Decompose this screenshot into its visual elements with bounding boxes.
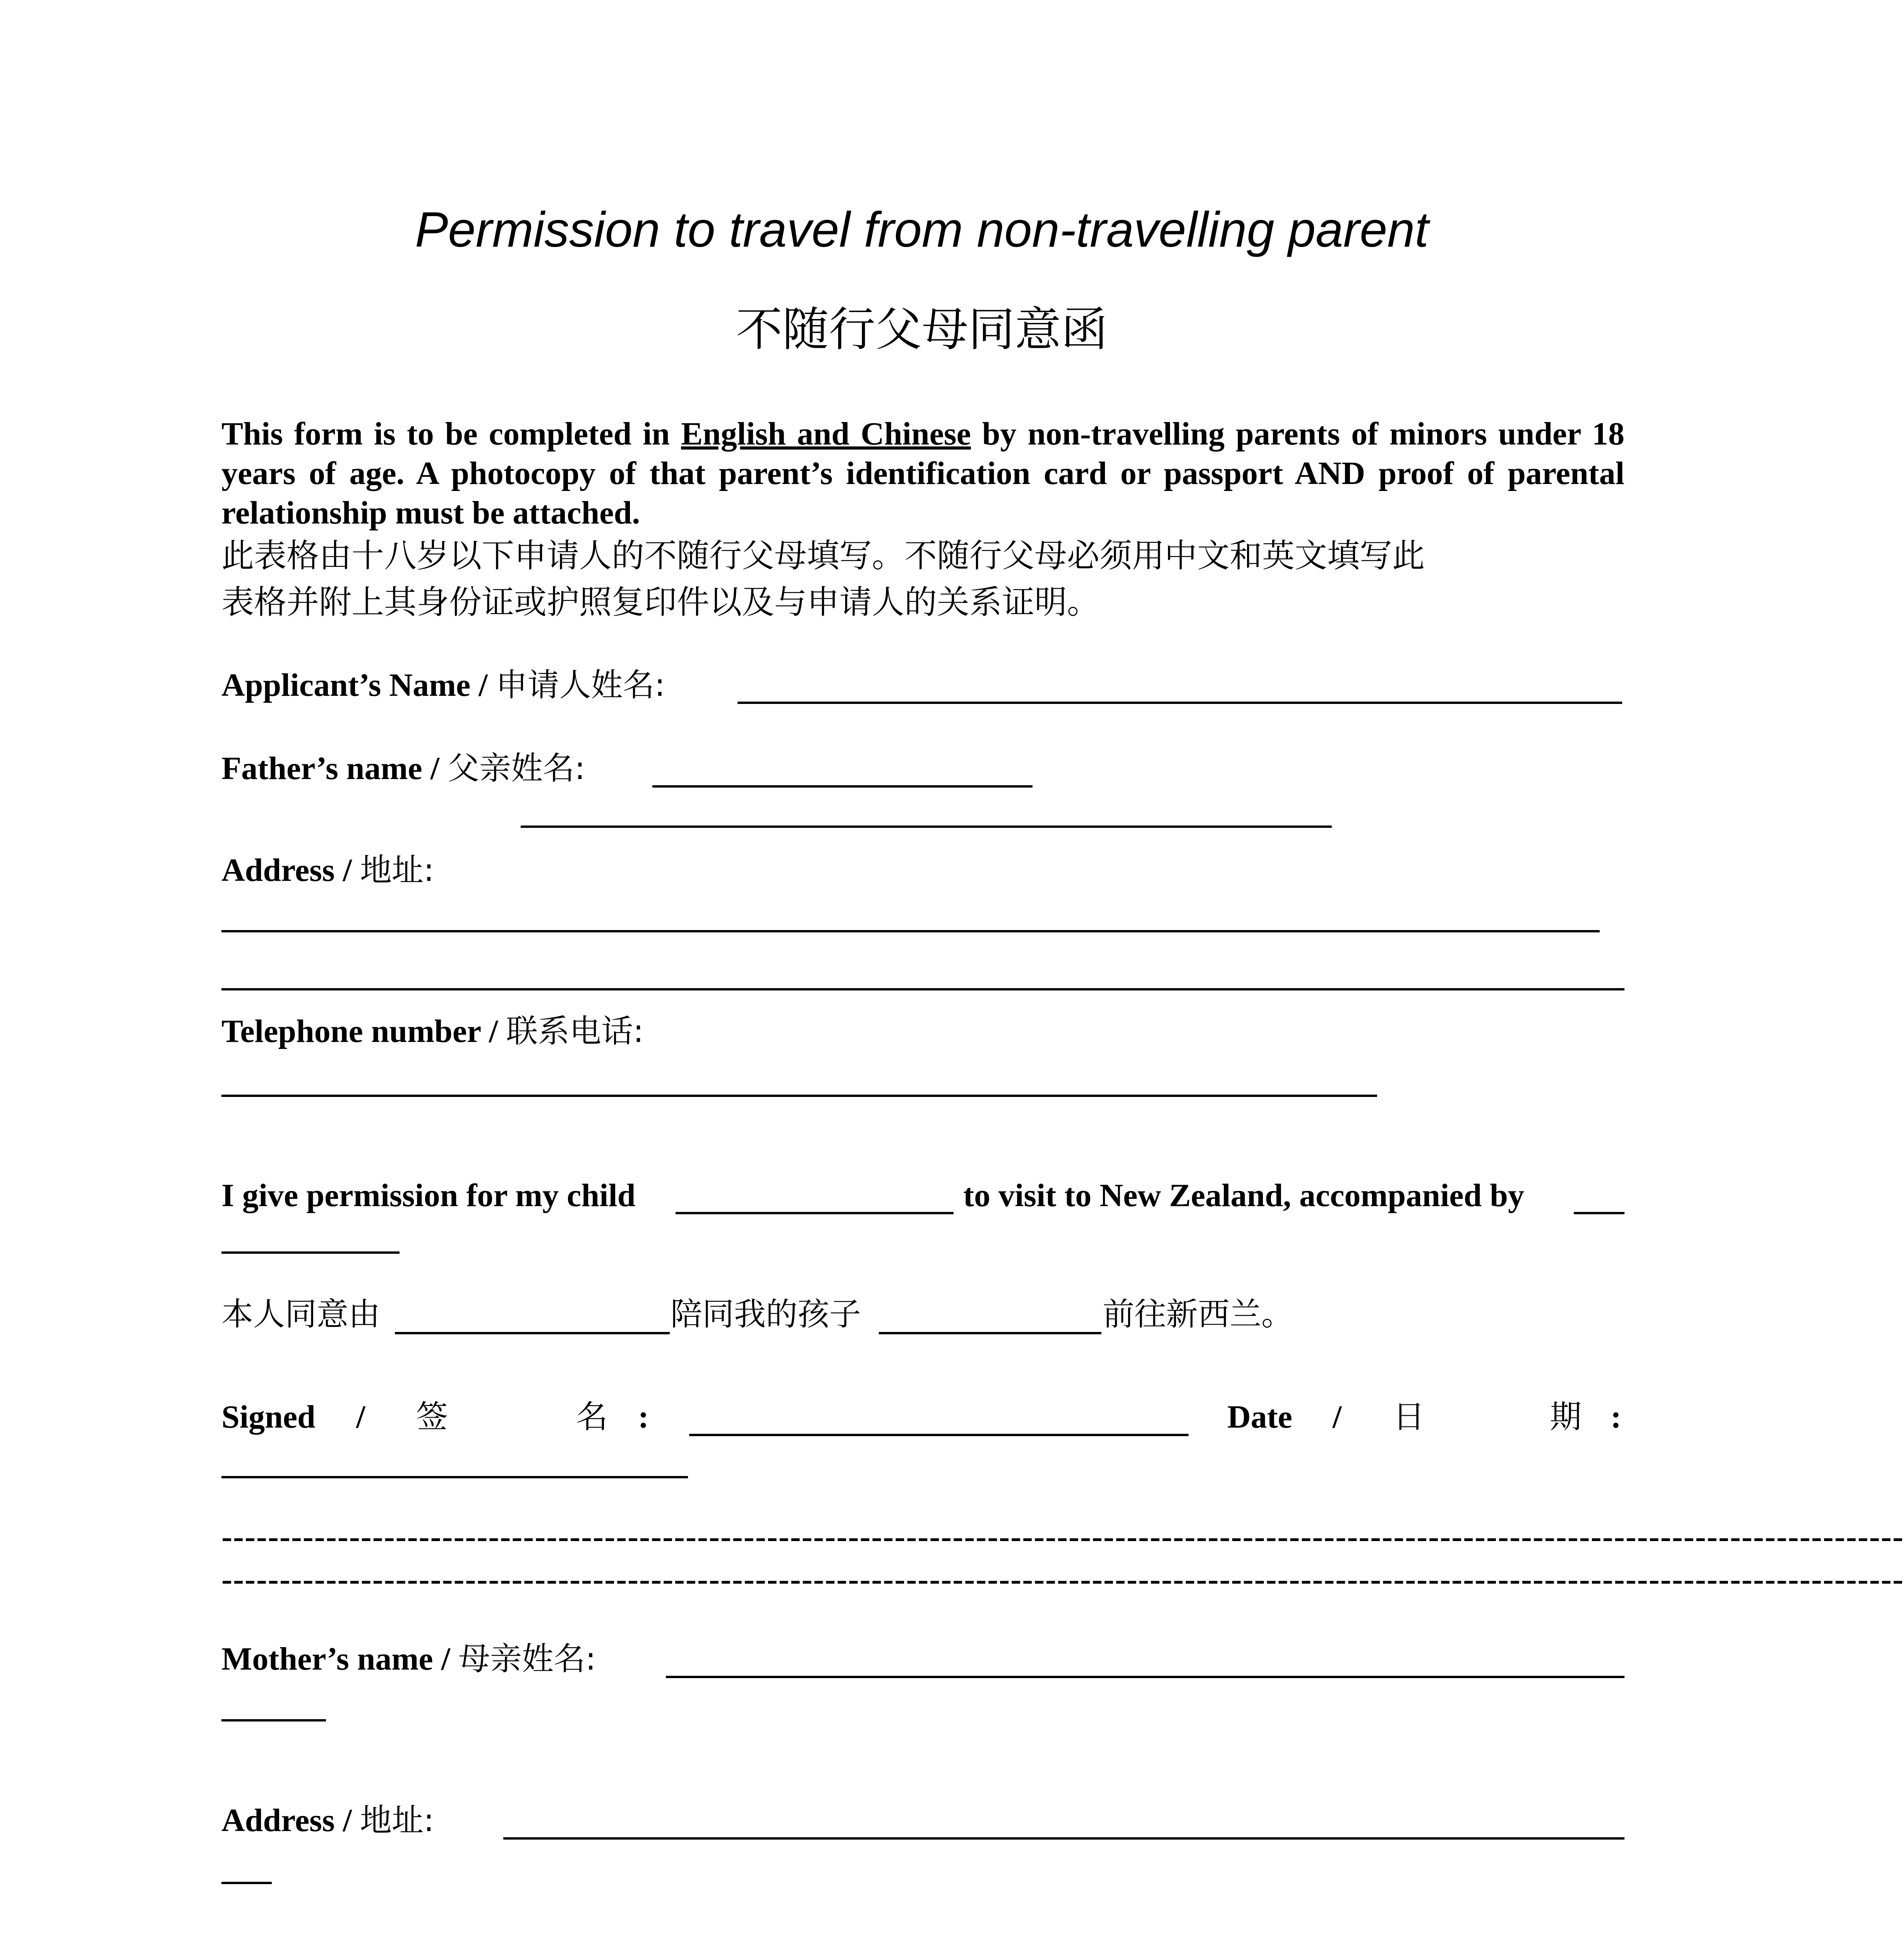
father-child-cn-field[interactable]: [879, 1332, 1101, 1334]
section-separator-continued: -------------------------------------------------------------------------------------------------------------------------------------------------: [221, 1561, 1904, 1597]
father-signed-cn-2: 名: [576, 1399, 608, 1435]
applicant-name-label: Applicant’s Name / 申请人姓名:: [221, 667, 666, 704]
mother-address-line-1-continued[interactable]: [221, 1882, 272, 1884]
intro-underlined: English and Chinese: [681, 416, 971, 452]
father-child-name-field[interactable]: [676, 1212, 954, 1214]
intro-chinese-line-1: 此表格由十八岁以下申请人的不随行父母填写。不随行父母必须用中文和英文填写此: [221, 537, 1425, 575]
intro-instructions: [221, 414, 1624, 533]
father-date-cn-2: 期: [1550, 1399, 1582, 1435]
section-separator: -------------------------------------------------------------------------------------------------------------------------------------------------: [221, 1519, 1904, 1555]
father-escort-cn-field[interactable]: [395, 1332, 670, 1334]
father-permission-text-2: to visit to New Zealand, accompanied by: [963, 1177, 1524, 1213]
father-signed-slash: /: [356, 1399, 365, 1435]
father-address-line-2[interactable]: [221, 988, 1624, 990]
father-telephone-field[interactable]: [221, 1095, 1377, 1097]
intro-text-2: by non-travelling parents of minors under 18 years of age. A photocopy of that parent’s identification card or passport AND proof of parental relationship must be attached.: [221, 416, 1625, 531]
document-title-chinese: 不随行父母同意函: [736, 303, 1108, 357]
father-signed-cn-1: 签: [416, 1399, 448, 1435]
father-signature-field[interactable]: [689, 1434, 1189, 1436]
father-permission-cn-2: 陪同我的孩子: [671, 1296, 861, 1333]
father-name-field[interactable]: [652, 785, 1033, 788]
father-date-slash: /: [1333, 1399, 1342, 1435]
father-date-cn-1: 日: [1393, 1399, 1425, 1435]
father-signed-label: Signed: [221, 1399, 316, 1435]
father-signed-colon: :: [638, 1399, 649, 1435]
intro-text-1: This form is to be completed in: [221, 416, 681, 452]
father-permission-cn-1: 本人同意由: [221, 1296, 381, 1333]
document-title: Permission to travel from non-travelling parent: [415, 202, 1429, 257]
father-name-field-continued[interactable]: [521, 826, 1332, 828]
mother-name-field[interactable]: [666, 1676, 1624, 1678]
father-accompanied-by-field-continued[interactable]: [221, 1251, 400, 1254]
father-telephone-label: Telephone number / 联系电话:: [221, 1013, 644, 1050]
father-date-label: Date: [1227, 1399, 1292, 1435]
father-permission-text-1: I give permission for my child: [221, 1177, 636, 1213]
father-date-colon: :: [1611, 1399, 1621, 1435]
father-name-label: Father’s name / 父亲姓名:: [221, 750, 585, 787]
intro-chinese-line-2: 表格并附上其身份证或护照复印件以及与申请人的关系证明。: [221, 583, 1100, 621]
father-accompanied-by-field[interactable]: [1574, 1212, 1624, 1214]
applicant-name-field[interactable]: [738, 702, 1622, 704]
mother-address-line-1[interactable]: [503, 1837, 1624, 1840]
father-address-line-1[interactable]: [221, 930, 1600, 932]
father-address-label: Address / 地址:: [221, 852, 434, 889]
father-date-field[interactable]: [221, 1476, 688, 1478]
mother-address-label: Address / 地址:: [221, 1802, 434, 1839]
mother-name-label: Mother’s name / 母亲姓名:: [221, 1641, 596, 1677]
mother-name-field-continued[interactable]: [221, 1719, 326, 1721]
father-permission-cn-3: 前往新西兰。: [1103, 1296, 1293, 1333]
